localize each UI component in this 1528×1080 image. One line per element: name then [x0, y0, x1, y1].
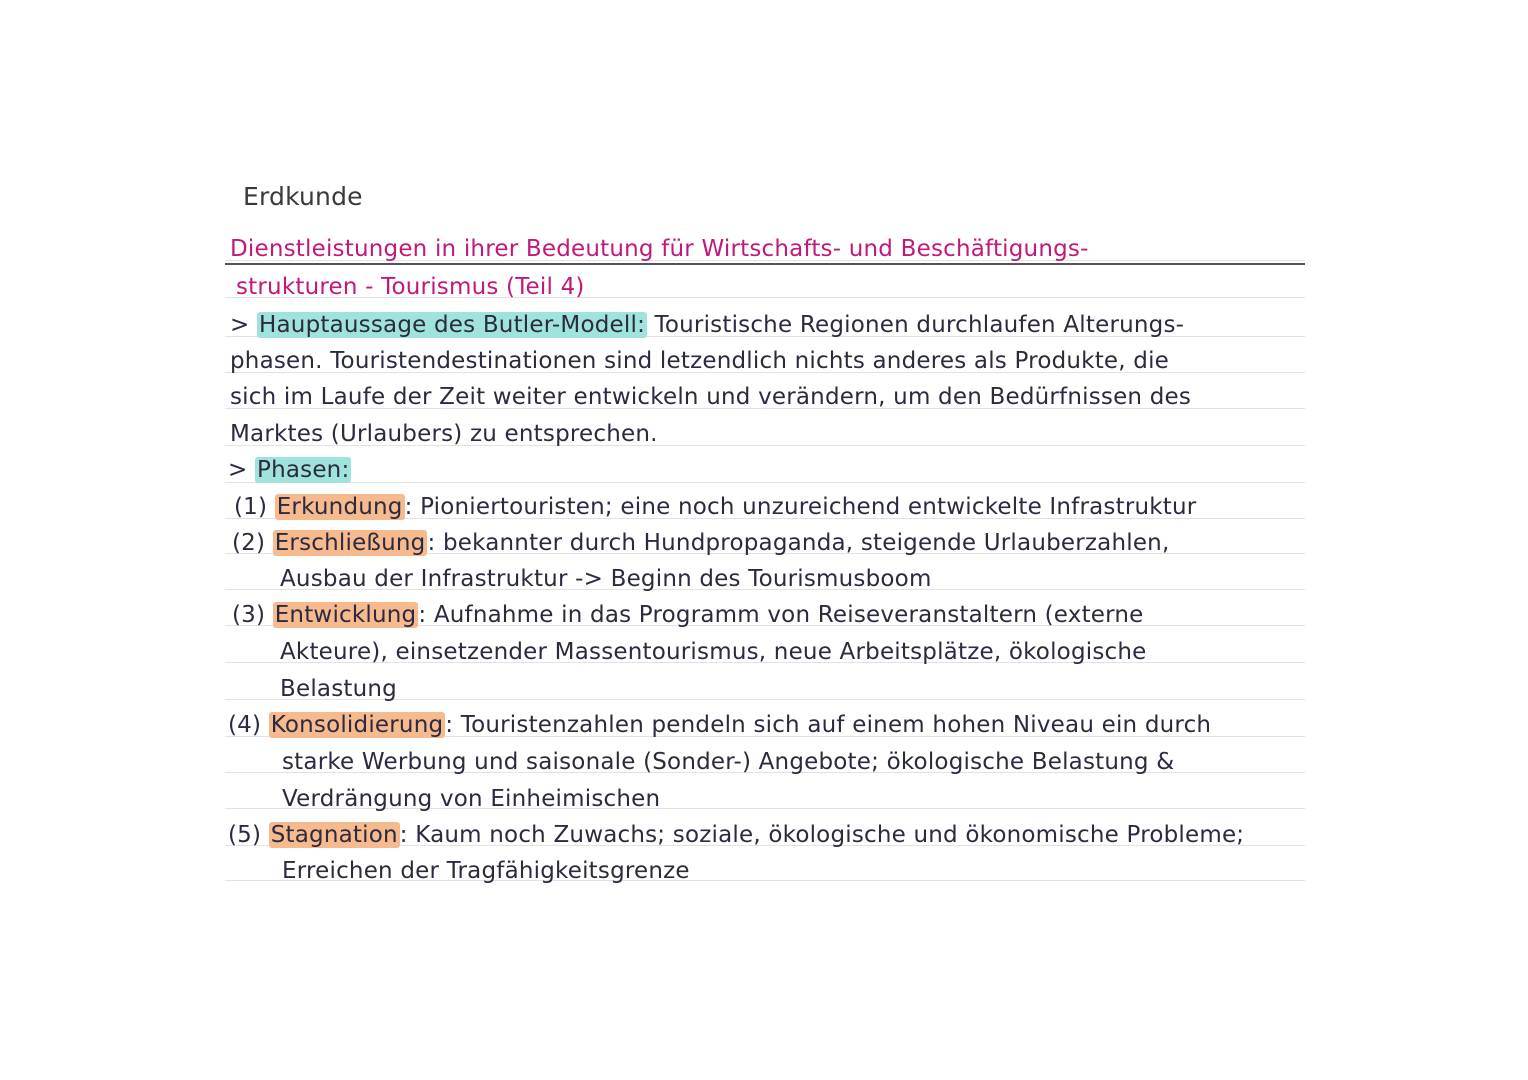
main-statement-line-2: phasen. Touristendestinationen sind letzendlich nichts anderes als Produkte, die: [230, 348, 1170, 374]
ruled-line: [225, 482, 1305, 483]
phase-number: (3): [232, 602, 266, 628]
main-statement-line-3: sich im Laufe der Zeit weiter entwickeln und verändern, um den Bedürfnissen des: [230, 384, 1192, 410]
bullet-marker: >: [228, 457, 248, 483]
phase-2: (2) Erschließung: bekannter durch Hundpropaganda, steigende Urlauberzahlen,: [232, 530, 1170, 556]
main-statement-line-1: [230, 312, 1184, 338]
phase-description: bekannter durch Hundpropaganda, steigende Urlauberzahlen,: [442, 530, 1170, 556]
phase-3: (3) Entwicklung: Aufnahme in das Programm von Reiseveranstaltern (externe: [232, 602, 1144, 628]
subject-heading: Erdkunde: [243, 182, 363, 211]
phase-name: Erkundung: [276, 494, 403, 520]
main-statement-text: Touristische Regionen durchlaufen Alterungs-: [654, 312, 1185, 338]
main-statement-label: Hauptaussage des Butler-Modell:: [259, 312, 646, 338]
phase-3-line-2: Akteure), einsetzender Massentourismus, neue Arbeitsplätze, ökologische: [280, 639, 1147, 665]
phase-2-line-2: Ausbau der Infrastruktur -> Beginn des Tourismusboom: [280, 566, 932, 592]
phase-5: (5) Stagnation: Kaum noch Zuwachs; soziale, ökologische und ökonomische Probleme;: [228, 822, 1245, 848]
phase-5-line-2: Erreichen der Tragfähigkeitsgrenze: [282, 858, 690, 884]
title-underline: [225, 263, 1305, 265]
phases-heading-label: Phasen:: [257, 457, 350, 483]
bullet-marker: >: [230, 312, 250, 338]
main-statement-line-4: Marktes (Urlaubers) zu entsprechen.: [230, 421, 658, 447]
phases-heading: [228, 457, 351, 483]
phase-1: (1) Erkundung: Pioniertouristen; eine noch unzureichend entwickelte Infrastruktur: [234, 494, 1197, 520]
page-title-line-2: strukturen - Tourismus (Teil 4): [236, 274, 585, 300]
phase-number: (1): [234, 494, 268, 520]
phase-number: (2): [232, 530, 266, 556]
phase-number: (4): [228, 712, 262, 738]
phase-name: Erschließung: [274, 530, 426, 556]
phase-description: Aufnahme in das Programm von Reiseveranstaltern (externe: [433, 602, 1144, 628]
phase-description: Kaum noch Zuwachs; soziale, ökologische und ökonomische Probleme;: [415, 822, 1245, 848]
phase-3-line-3: Belastung: [280, 676, 397, 702]
phase-description: Pioniertouristen; eine noch unzureichend entwickelte Infrastruktur: [420, 494, 1197, 520]
phase-name: Konsolidierung: [270, 712, 444, 738]
phase-name: Entwicklung: [274, 602, 417, 628]
phase-4: (4) Konsolidierung: Touristenzahlen pendeln sich auf einem hohen Niveau ein durch: [228, 712, 1212, 738]
phase-description: Touristenzahlen pendeln sich auf einem hohen Niveau ein durch: [460, 712, 1212, 738]
phase-4-line-2: starke Werbung und saisonale (Sonder-) Angebote; ökologische Belastung &: [282, 749, 1175, 775]
phase-name: Stagnation: [270, 822, 398, 848]
phase-4-line-3: Verdrängung von Einheimischen: [282, 786, 661, 812]
phase-number: (5): [228, 822, 262, 848]
page-title-line-1: Dienstleistungen in ihrer Bedeutung für Wirtschafts- und Beschäftigungs-: [230, 236, 1089, 262]
